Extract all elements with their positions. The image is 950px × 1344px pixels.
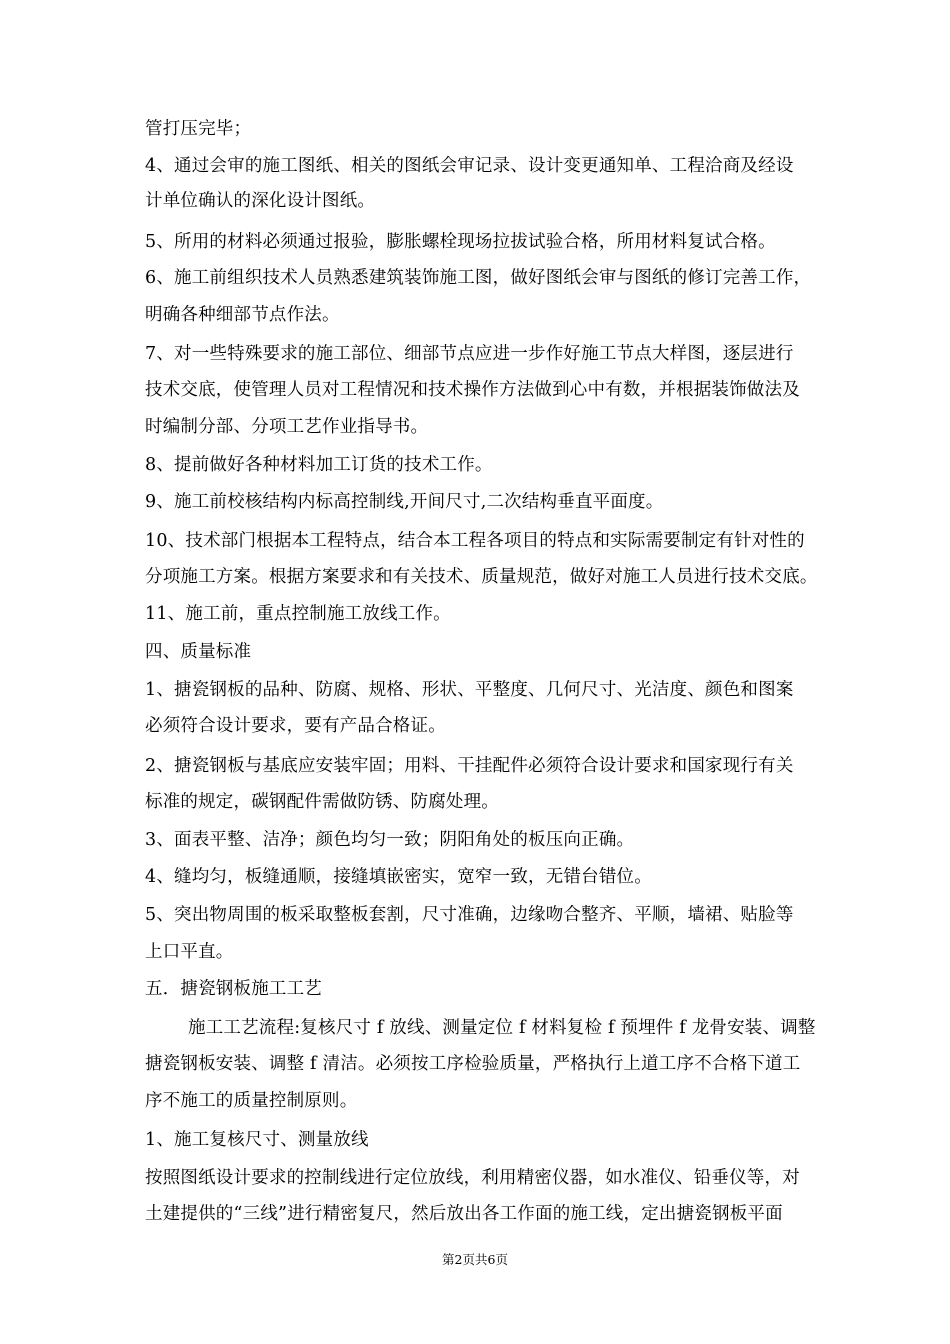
- text-line: 时编制分部、分项工艺作业指导书。: [145, 417, 429, 437]
- text-line: 按照图纸设计要求的控制线进行定位放线，利用精密仪器，如水准仪、铅垂仪等，对: [145, 1168, 800, 1188]
- text-line: 10、技术部门根据本工程特点，结合本工程各项目的特点和实际需要制定有针对性的: [145, 531, 805, 551]
- text-line: 4、通过会审的施工图纸、相关的图纸会审记录、设计变更通知单、工程洽商及经设: [145, 156, 794, 176]
- text-line: 3、面表平整、洁净；颜色均匀一致；阴阳角处的板压向正确。: [145, 830, 635, 850]
- text-line: 明确各种细部节点作法。: [145, 305, 340, 325]
- text-line: 必须符合设计要求，要有产品合格证。: [145, 716, 446, 736]
- text-line: 技术交底，使管理人员对工程情况和技术操作方法做到心中有数，并根据装饰做法及: [145, 380, 800, 400]
- text-line: 4、缝均匀，板缝通顺，接缝填嵌密实，宽窄一致，无错台错位。: [145, 867, 652, 887]
- text-line: 分项施工方案。根据方案要求和有关技术、质量规范，做好对施工人员进行技术交底。: [145, 567, 818, 587]
- text-line: 11、施工前，重点控制施工放线工作。: [145, 604, 451, 624]
- text-line: 计单位确认的深化设计图纸。: [145, 191, 376, 211]
- text-line: 7、对一些特殊要求的施工部位、细部节点应进一步作好施工节点大样图，逐层进行: [145, 344, 794, 364]
- text-line: 5、突出物周围的板采取整板套割，尺寸准确，边缘吻合整齐、平顺，墙裙、贴脸等: [145, 905, 794, 925]
- text-line: 管打压完毕；: [145, 119, 252, 139]
- section-heading: 四、质量标准: [145, 642, 252, 662]
- text-line: 5、所用的材料必须通过报验，膨胀螺栓现场拉拔试验合格，所用材料复试合格。: [145, 232, 776, 252]
- section-heading: 五．搪瓷钢板施工工艺: [145, 979, 322, 999]
- subsection-heading: 1、施工复核尺寸、测量放线: [145, 1130, 369, 1150]
- text-line: 施工工艺流程:复核尺寸 f 放线、测量定位 f 材料复检 f 预埋件 f 龙骨安装、调整: [188, 1018, 816, 1038]
- text-line: 标准的规定，碳钢配件需做防锈、防腐处理。: [145, 792, 499, 812]
- text-line: 搪瓷钢板安装、调整 f 清洁。必须按工序检验质量，严格执行上道工序不合格下道工: [145, 1054, 801, 1074]
- text-line: 8、提前做好各种材料加工订货的技术工作。: [145, 455, 493, 475]
- page-number: 第2页共6页: [442, 1252, 508, 1267]
- text-line: 土建提供的“三线”进行精密复尺，然后放出各工作面的施工线，定出搪瓷钢板平面: [145, 1204, 783, 1224]
- text-line: 9、施工前校核结构内标高控制线,开间尺寸,二次结构垂直平面度。: [145, 492, 664, 512]
- text-line: 6、施工前组织技术人员熟悉建筑装饰施工图，做好图纸会审与图纸的修订完善工作，: [145, 268, 812, 288]
- text-line: 2、搪瓷钢板与基底应安装牢固；用料、干挂配件必须符合设计要求和国家现行有关: [145, 756, 794, 776]
- text-line: 1、搪瓷钢板的品种、防腐、规格、形状、平整度、几何尺寸、光洁度、颜色和图案: [145, 680, 794, 700]
- text-line: 上口平直。: [145, 942, 234, 962]
- text-line: 序不施工的质量控制原则。: [145, 1091, 358, 1111]
